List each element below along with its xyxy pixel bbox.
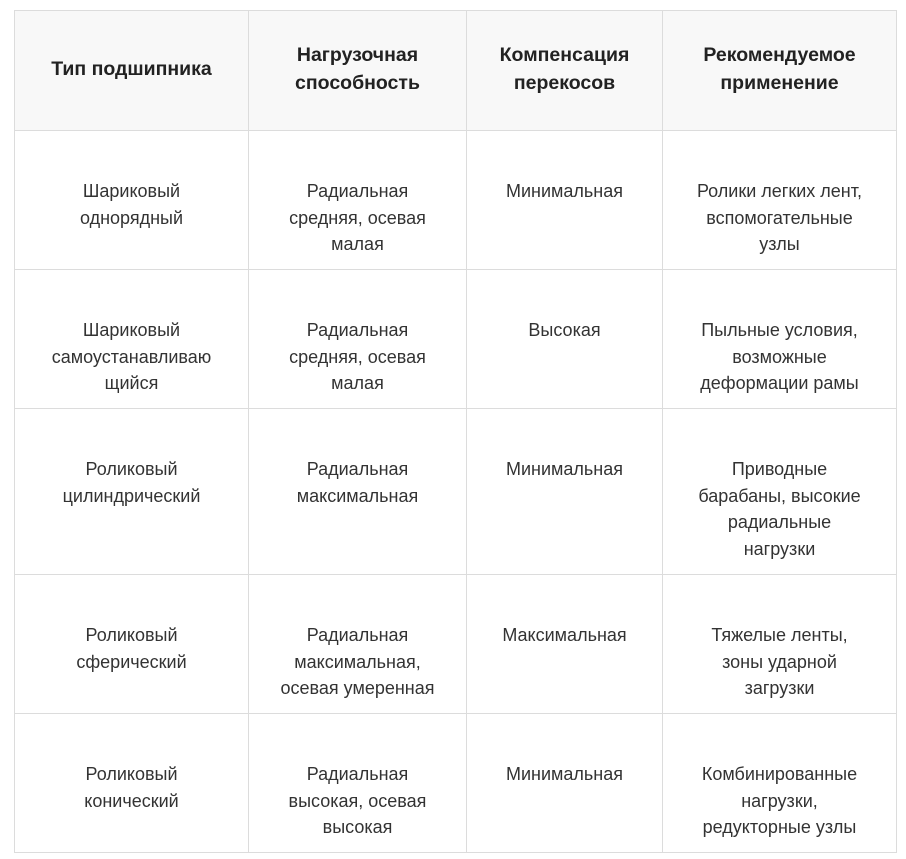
bearing-comparison-table [14, 10, 897, 853]
cell-bearing-type: Роликовый конический [15, 714, 249, 853]
cell-misalignment: Высокая [467, 270, 663, 409]
cell-application: Комбинированные нагрузки, редукторные узлы [663, 714, 897, 853]
cell-misalignment: Минимальная [467, 714, 663, 853]
header-recommended-application: Рекомендуемое применение [663, 11, 897, 131]
header-misalignment-compensation: Компенсация перекосов [467, 11, 663, 131]
header-row [15, 11, 897, 131]
cell-load-capacity: Радиальная средняя, осевая малая [249, 270, 467, 409]
table-row [15, 409, 897, 575]
cell-bearing-type: Шариковый однорядный [15, 131, 249, 270]
header-bearing-type: Тип подшипника [15, 11, 249, 131]
cell-application: Тяжелые ленты, зоны ударной загрузки [663, 575, 897, 714]
cell-load-capacity: Радиальная максимальная [249, 409, 467, 575]
cell-bearing-type: Шариковый самоустанавливаю щийся [15, 270, 249, 409]
cell-application: Приводные барабаны, высокие радиальные нагрузки [663, 409, 897, 575]
table-row [15, 575, 897, 714]
header-load-capacity: Нагрузочная способность [249, 11, 467, 131]
table-row [15, 270, 897, 409]
table-body [15, 131, 897, 853]
table-row [15, 714, 897, 853]
cell-misalignment: Минимальная [467, 131, 663, 270]
cell-bearing-type: Роликовый цилиндрический [15, 409, 249, 575]
cell-misalignment: Максимальная [467, 575, 663, 714]
cell-bearing-type: Роликовый сферический [15, 575, 249, 714]
table-row [15, 131, 897, 270]
cell-misalignment: Минимальная [467, 409, 663, 575]
cell-load-capacity: Радиальная высокая, осевая высокая [249, 714, 467, 853]
table-header [15, 11, 897, 131]
cell-application: Пыльные условия, возможные деформации рамы [663, 270, 897, 409]
cell-application: Ролики легких лент, вспомогательные узлы [663, 131, 897, 270]
cell-load-capacity: Радиальная средняя, осевая малая [249, 131, 467, 270]
cell-load-capacity: Радиальная максимальная, осевая умеренная [249, 575, 467, 714]
